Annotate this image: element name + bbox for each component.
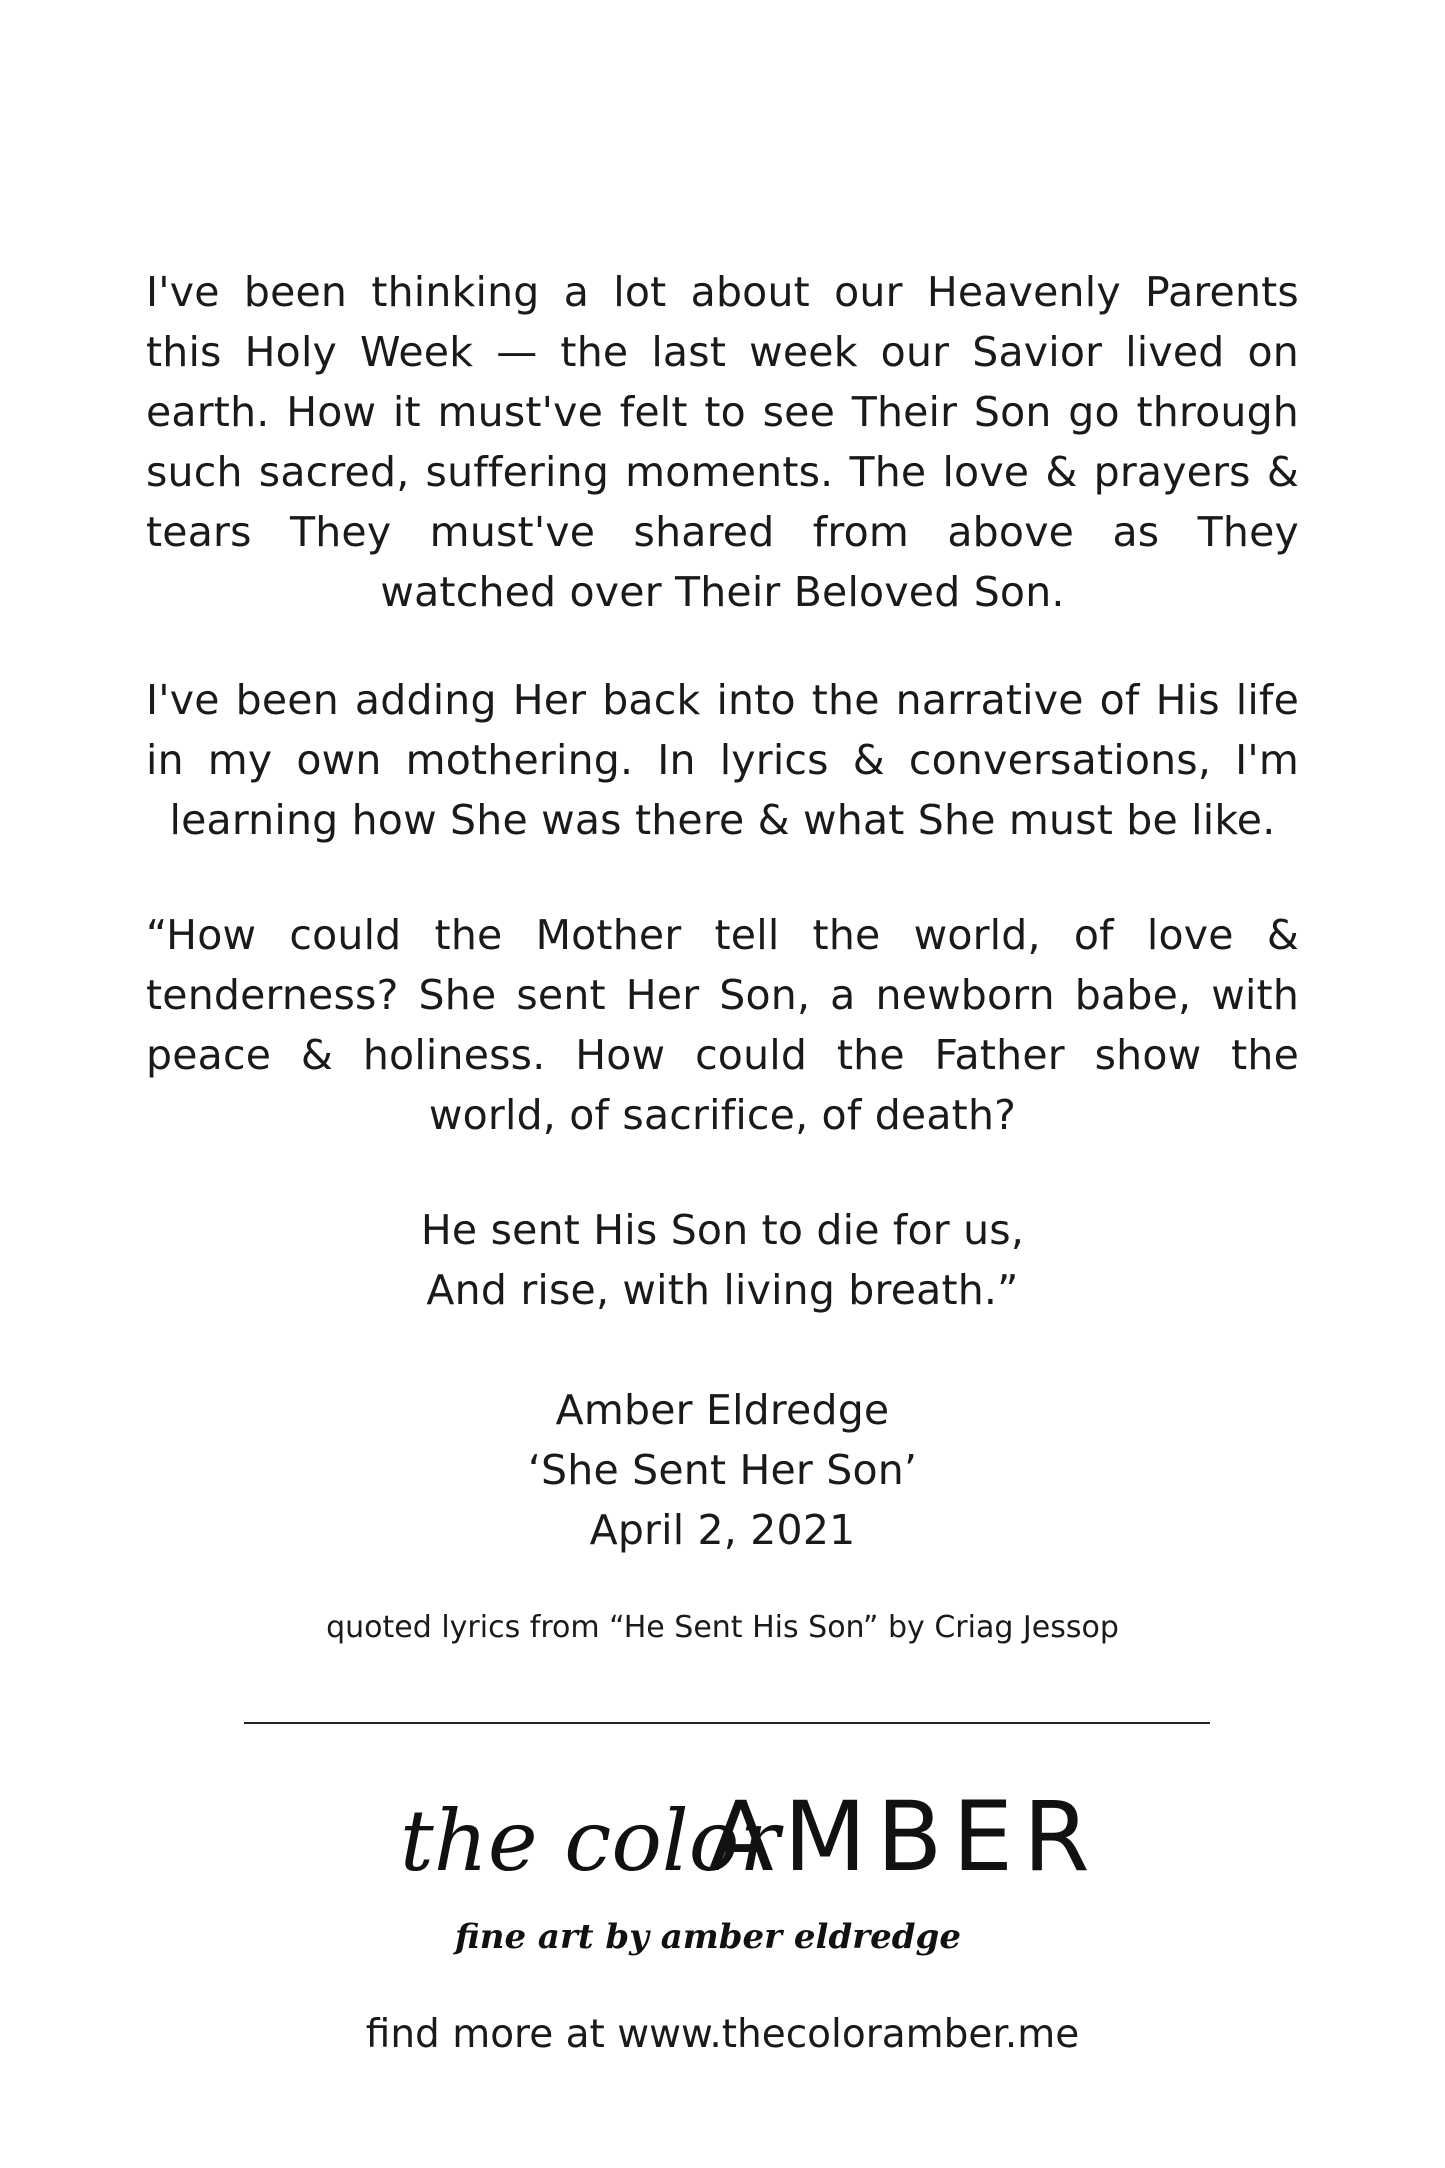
paragraph-quoted-lyrics: “How could the Mother tell the world, of love & tenderness? She sent Her Son, a newborn babe, with peace & holiness. How could the Father show the world, of sacrifice, of death? bbox=[146, 911, 1299, 1139]
poem-stanza bbox=[146, 1200, 1299, 1320]
credit-date: April 2, 2021 bbox=[589, 1506, 856, 1554]
paragraph-mothering: I've been adding Her back into the narrative of His life in my own mothering. In lyrics & conversations, I'm learning how She was there & what She must be like. bbox=[146, 676, 1299, 844]
brand-logo bbox=[400, 1770, 1100, 1970]
paragraph-holy-week: I've been thinking a lot about our Heavenly Parents this Holy Week — the last week our Savior lived on earth. How it must've felt to see Their Son go through such sacred, suffering moments. The love & prayers & tears They must've shared from above as They watched over Their Beloved Son. bbox=[146, 268, 1299, 616]
poem-line-1: He sent His Son to die for us, bbox=[420, 1206, 1025, 1254]
section-divider bbox=[244, 1722, 1210, 1724]
lyrics-footnote: quoted lyrics from “He Sent His Son” by Criag Jessop bbox=[326, 1610, 1119, 1645]
brand-logo-svg bbox=[400, 1770, 1100, 1970]
work-title: ‘She Sent Her Son’ bbox=[527, 1446, 918, 1494]
website-link[interactable]: find more at www.thecoloramber.me bbox=[365, 2012, 1080, 2057]
logo-tagline: fine art by amber eldredge bbox=[455, 1917, 961, 1957]
logo-script-text: the color bbox=[400, 1792, 780, 1890]
author-credit bbox=[146, 1380, 1299, 1560]
author-name: Amber Eldredge bbox=[555, 1386, 890, 1434]
logo-caps-text: AMBER bbox=[708, 1781, 1100, 1893]
poem-line-2: And rise, with living breath.” bbox=[426, 1266, 1019, 1314]
